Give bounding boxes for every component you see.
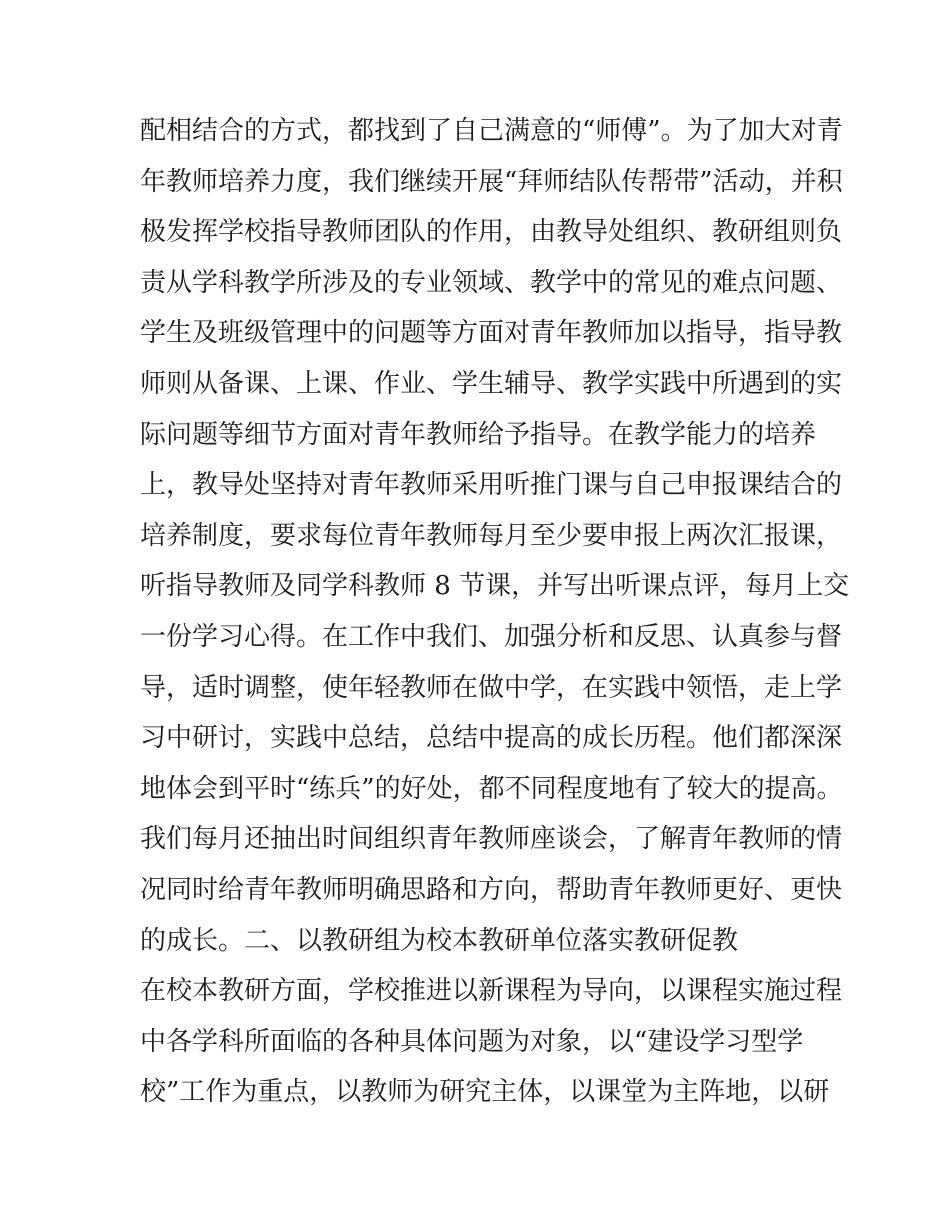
body-text <box>140 106 850 1118</box>
text-line: 导，适时调整，使年轻教师在做中学，在实践中领悟，走上学 <box>140 672 843 703</box>
text-line: 配相结合的方式，都找到了自己满意的“师傅”。为了加大对青 <box>140 116 843 146</box>
text-line: 在校本教研方面，学校推进以新课程为导向，以课程实施过程 <box>140 976 843 1007</box>
text-line: 校”工作为重点，以教师为研究主体，以课堂为主阵地，以研 <box>140 1077 830 1108</box>
text-line: 师则从备课、上课、作业、学生辅导、教学实践中所遇到的实 <box>140 368 843 399</box>
text-line: 听指导教师及同学科教师 8 节课，并写出听课点评，每月上交 <box>140 571 850 602</box>
text-line: 学生及班级管理中的问题等方面对青年教师加以指导，指导教 <box>140 318 843 349</box>
text-line: 况同时给青年教师明确思路和方向，帮助青年教师更好、更快 <box>140 874 843 905</box>
text-line: 年教师培养力度，我们继续开展“拜师结队传帮带”活动，并积 <box>140 166 843 197</box>
text-line: 上，教导处坚持对青年教师采用听推门课与自己申报课结合的 <box>140 470 843 501</box>
text-line: 培养制度，要求每位青年教师每月至少要申报上两次汇报课， <box>140 520 843 551</box>
text-line: 我们每月还抽出时间组织青年教师座谈会，了解青年教师的情 <box>140 824 843 855</box>
text-line: 的成长。二、以教研组为校本教研单位落实教研促教 <box>140 925 739 956</box>
text-line: 地体会到平时“练兵”的好处，都不同程度地有了较大的提高。 <box>140 773 843 804</box>
text-line: 一份学习心得。在工作中我们、加强分析和反思、认真参与督 <box>140 621 843 652</box>
text-line: 际问题等细节方面对青年教师给予指导。在教学能力的培养 <box>140 419 817 450</box>
text-line: 极发挥学校指导教师团队的作用，由教导处组织、教研组则负 <box>140 217 843 248</box>
text-line: 中各学科所面临的各种具体问题为对象，以“建设学习型学 <box>140 1026 804 1057</box>
text-line: 责从学科教学所涉及的专业领域、教学中的常见的难点问题、 <box>140 267 843 298</box>
text-line: 习中研讨，实践中总结，总结中提高的成长历程。他们都深深 <box>140 723 843 754</box>
